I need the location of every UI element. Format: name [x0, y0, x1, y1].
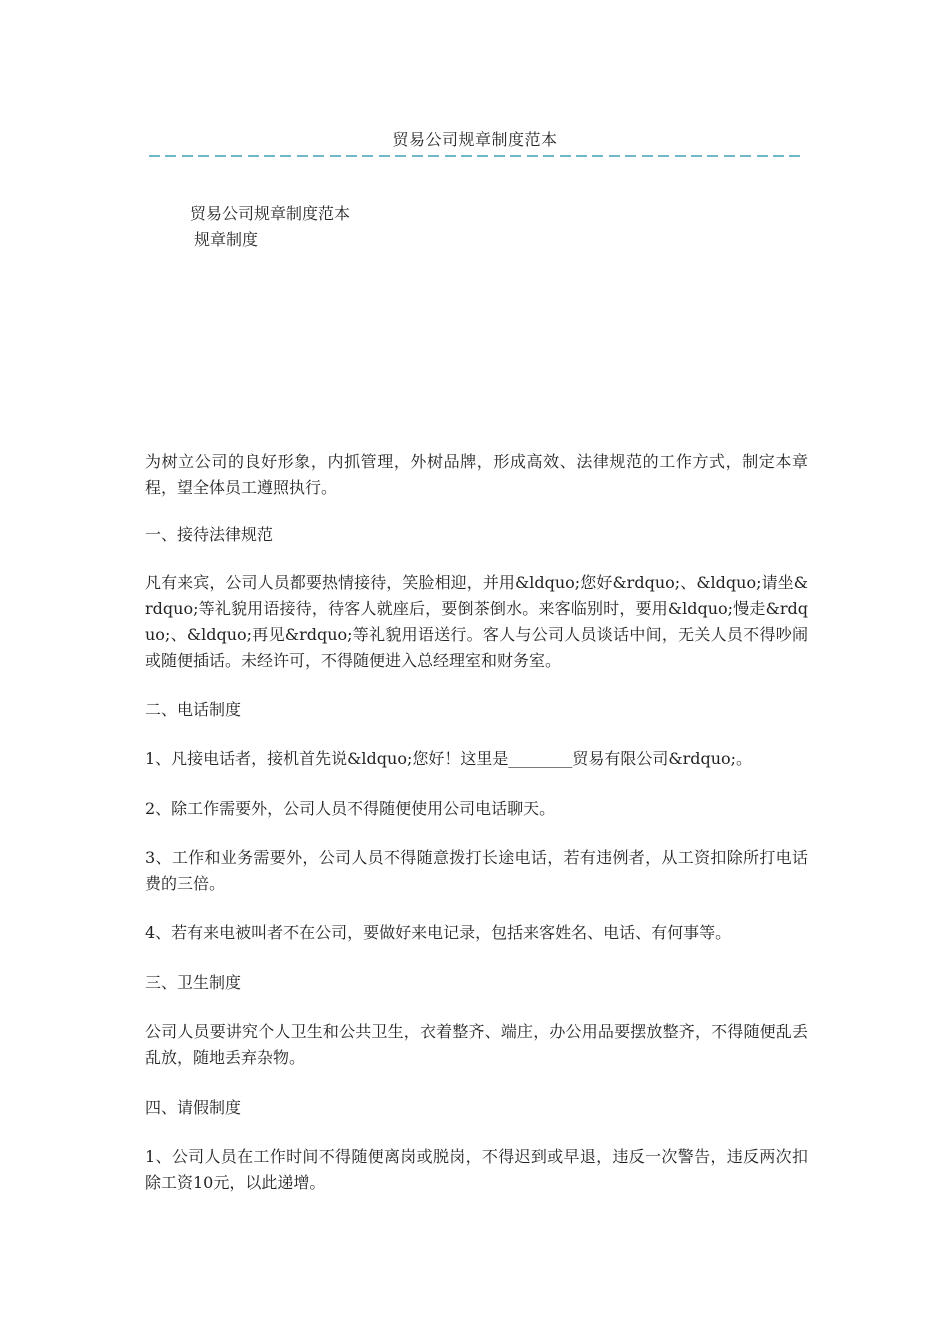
phone-rule-3: 3、工作和业务需要外，公司人员不得随意拨打长途电话，若有违例者，从工资扣除所打电话费的三倍。 [145, 848, 808, 893]
reception-paragraph: 凡有来宾，公司人员都要热情接待，笑脸相迎，并用&ldquo;您好&rdquo;、&ldquo;请坐&rdquo;等礼貌用语接待，待客人就座后，要倒茶倒水。来客临别时，要用&ldquo;慢走&rdquo;、&ldquo;再见&rdquo;等礼貌用语送行。客人与公司人员谈话中间，无关人员不得吵闹或随便插话。未经许可，不得随便进入总经理室和财务室。 [145, 573, 808, 670]
section-heading-reception: 一、接待法律规范 [145, 525, 274, 544]
intro-paragraph: 为树立公司的良好形象，内抓管理，外树品牌，形成高效、法律规范的工作方式，制定本章程，望全体员工遵照执行。 [145, 452, 808, 497]
phone-rule-2: 2、除工作需要外，公司人员不得随便使用公司电话聊天。 [145, 799, 556, 818]
section-heading-hygiene: 三、卫生制度 [145, 973, 242, 992]
hygiene-paragraph: 公司人员要讲究个人卫生和公共卫生，衣着整齐、端庄，办公用品要摆放整齐，不得随便乱丢乱放，随地丢弃杂物。 [145, 1022, 808, 1067]
phone-rule-4: 4、若有来电被叫者不在公司，要做好来电记录，包括来客姓名、电话、有何事等。 [145, 923, 732, 942]
document-title: 贸易公司规章制度范本 [190, 204, 351, 223]
document-subtitle: 规章制度 [194, 230, 259, 249]
section-heading-phone: 二、电话制度 [145, 700, 242, 719]
phone-rule-1: 1、凡接电话者，接机首先说&ldquo;您好！这里是________贸易有限公司&rdquo;。 [145, 749, 753, 768]
page-header-title: 贸易公司规章制度范本 [392, 130, 558, 149]
header-divider [149, 150, 801, 162]
leave-rule-1: 1、公司人员在工作时间不得随便离岗或脱岗，不得迟到或早退，违反一次警告，违反两次扣除工资10元，以此递增。 [145, 1147, 808, 1192]
section-heading-leave: 四、请假制度 [145, 1098, 242, 1117]
